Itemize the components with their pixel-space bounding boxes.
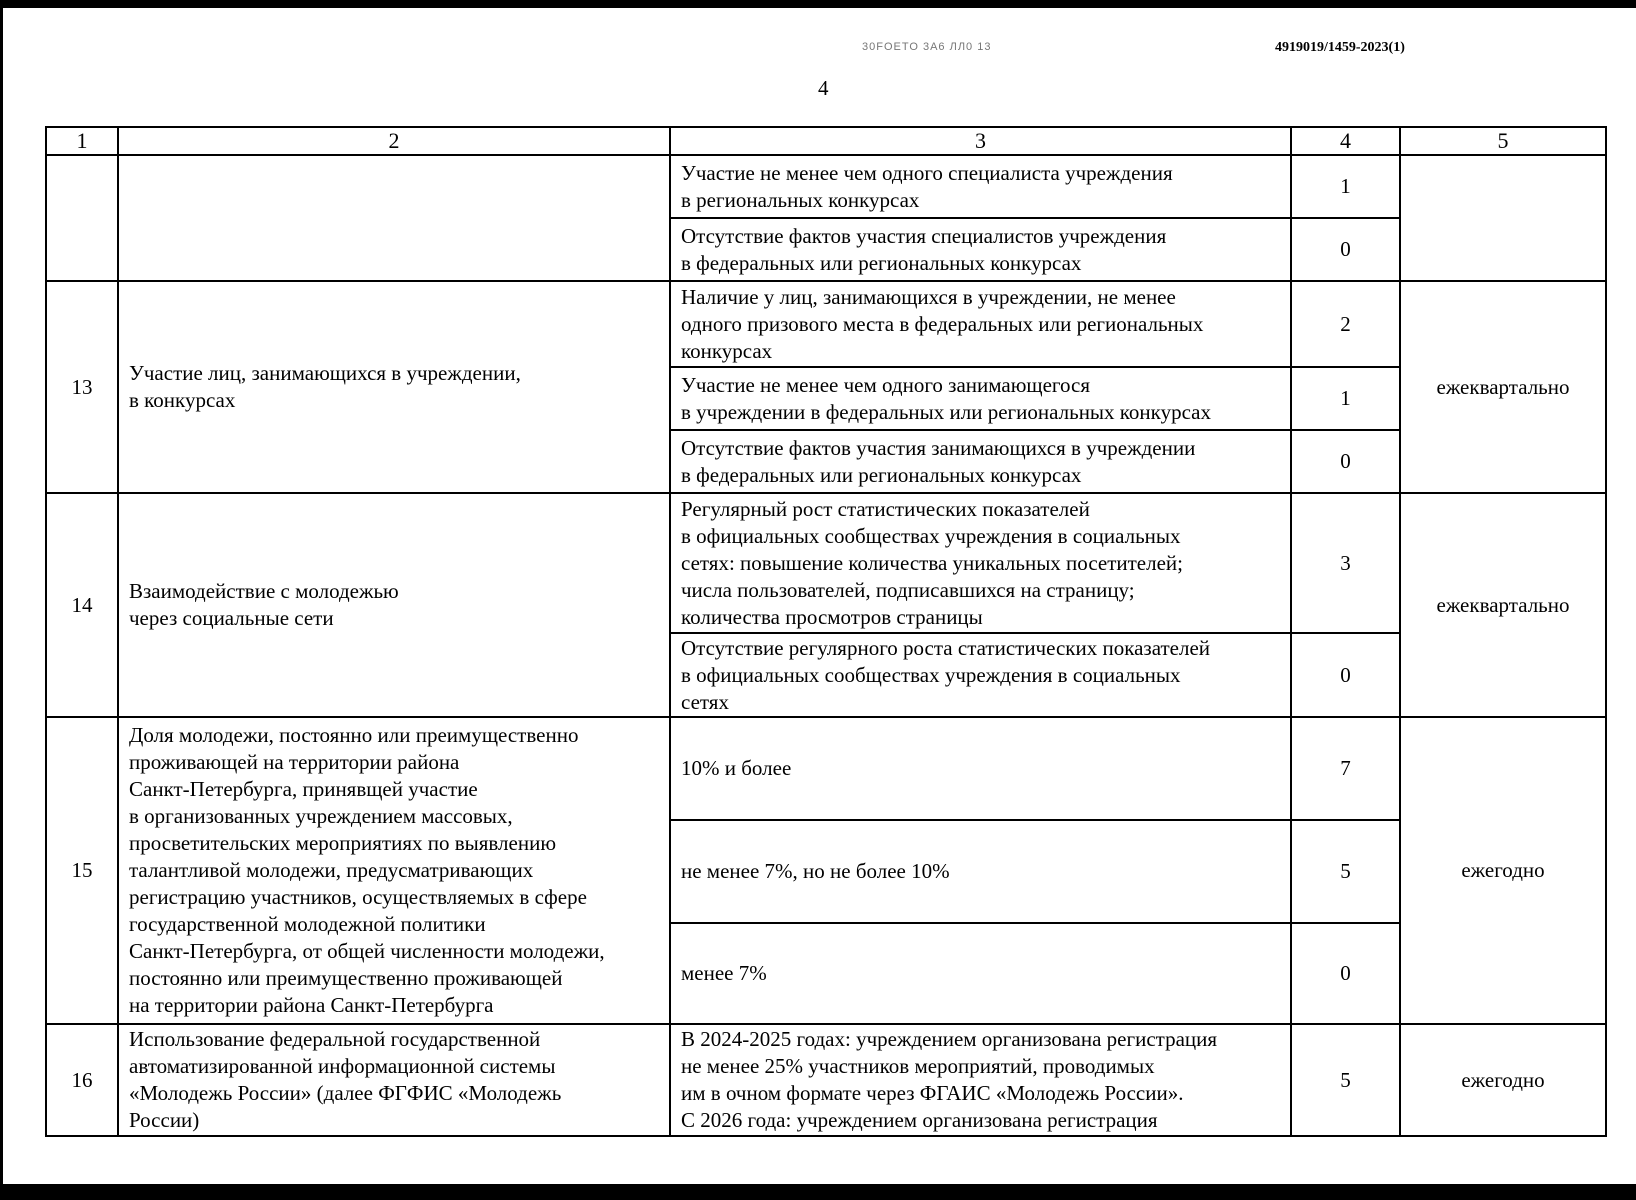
points-cell: 2	[1291, 281, 1400, 367]
indicator-cell	[118, 155, 670, 281]
criterion-cell: Отсутствие фактов участия специалистов учреждения в федеральных или региональных конкурсах	[670, 218, 1291, 281]
indicator-cell: Использование федеральной государственной автоматизированной информационной системы «Молодежь России» (далее ФГФИС «Молодежь России)	[118, 1024, 670, 1136]
scan-border-bottom	[0, 1184, 1636, 1200]
scan-border-top	[0, 0, 1636, 8]
column-header: 3	[670, 127, 1291, 155]
points-cell: 5	[1291, 820, 1400, 923]
criterion-cell: Отсутствие регулярного роста статистических показателей в официальных сообществах учреждения в социальных сетях	[670, 633, 1291, 717]
points-cell: 0	[1291, 633, 1400, 717]
criteria-table	[45, 126, 1607, 1137]
faint-stamp-text: 30FOETO 3А6 ЛЛ0 13	[862, 41, 992, 53]
indicator-cell: Участие лиц, занимающихся в учреждении, в конкурсах	[118, 281, 670, 493]
points-cell: 0	[1291, 430, 1400, 493]
criterion-cell: Участие не менее чем одного занимающегося в учреждении в федеральных или региональных конкурсах	[670, 367, 1291, 430]
criterion-cell: В 2024-2025 годах: учреждением организована регистрация не менее 25% участников мероприятий, проводимых им в очном формате через ФГАИС «Молодежь России». С 2026 года: учреждением организована регистрация	[670, 1024, 1291, 1136]
table-row	[46, 281, 1606, 367]
page-number: 4	[818, 76, 829, 100]
criterion-cell: Участие не менее чем одного специалиста учреждения в региональных конкурсах	[670, 155, 1291, 218]
row-number-cell: 16	[46, 1024, 118, 1136]
table-header-row	[46, 127, 1606, 155]
row-number-cell: 13	[46, 281, 118, 493]
points-cell: 3	[1291, 493, 1400, 633]
points-cell: 1	[1291, 367, 1400, 430]
table-row	[46, 1024, 1606, 1136]
table-row	[46, 717, 1606, 820]
column-header: 4	[1291, 127, 1400, 155]
column-header: 5	[1400, 127, 1606, 155]
frequency-cell: ежеквартально	[1400, 493, 1606, 717]
table-row	[46, 493, 1606, 633]
frequency-cell	[1400, 155, 1606, 281]
criterion-cell: Регулярный рост статистических показателей в официальных сообществах учреждения в социальных сетях: повышение количества уникальных посетителей; числа пользователей, подписавшихся на страницу; количества просмотров страницы	[670, 493, 1291, 633]
column-header: 2	[118, 127, 670, 155]
frequency-cell: ежеквартально	[1400, 281, 1606, 493]
row-number-cell: 14	[46, 493, 118, 717]
scan-border-left	[0, 0, 3, 1200]
document-id: 4919019/1459-2023(1)	[1275, 40, 1405, 55]
criterion-cell: 10% и более	[670, 717, 1291, 820]
row-number-cell	[46, 155, 118, 281]
table-row	[46, 155, 1606, 218]
points-cell: 0	[1291, 218, 1400, 281]
frequency-cell: ежегодно	[1400, 1024, 1606, 1136]
indicator-cell: Доля молодежи, постоянно или преимущественно проживающей на территории района Санкт-Петербурга, принявщей участие в организованных учреждением массовых, просветительских мероприятиях по выявлению талантливой молодежи, предусматривающих регистрацию участников, осуществляемых в сфере государственной молодежной политики Санкт-Петербурга, от общей численности молодежи, постоянно или преимущественно проживающей на территории района Санкт-Петербурга	[118, 717, 670, 1024]
row-number-cell: 15	[46, 717, 118, 1024]
criterion-cell: Отсутствие фактов участия занимающихся в учреждении в федеральных или региональных конкурсах	[670, 430, 1291, 493]
criterion-cell: не менее 7%, но не более 10%	[670, 820, 1291, 923]
criterion-cell: менее 7%	[670, 923, 1291, 1024]
column-header: 1	[46, 127, 118, 155]
points-cell: 5	[1291, 1024, 1400, 1136]
points-cell: 7	[1291, 717, 1400, 820]
criterion-cell: Наличие у лиц, занимающихся в учреждении, не менее одного призового места в федеральных или региональных конкурсах	[670, 281, 1291, 367]
points-cell: 1	[1291, 155, 1400, 218]
points-cell: 0	[1291, 923, 1400, 1024]
frequency-cell: ежегодно	[1400, 717, 1606, 1024]
indicator-cell: Взаимодействие с молодежью через социальные сети	[118, 493, 670, 717]
